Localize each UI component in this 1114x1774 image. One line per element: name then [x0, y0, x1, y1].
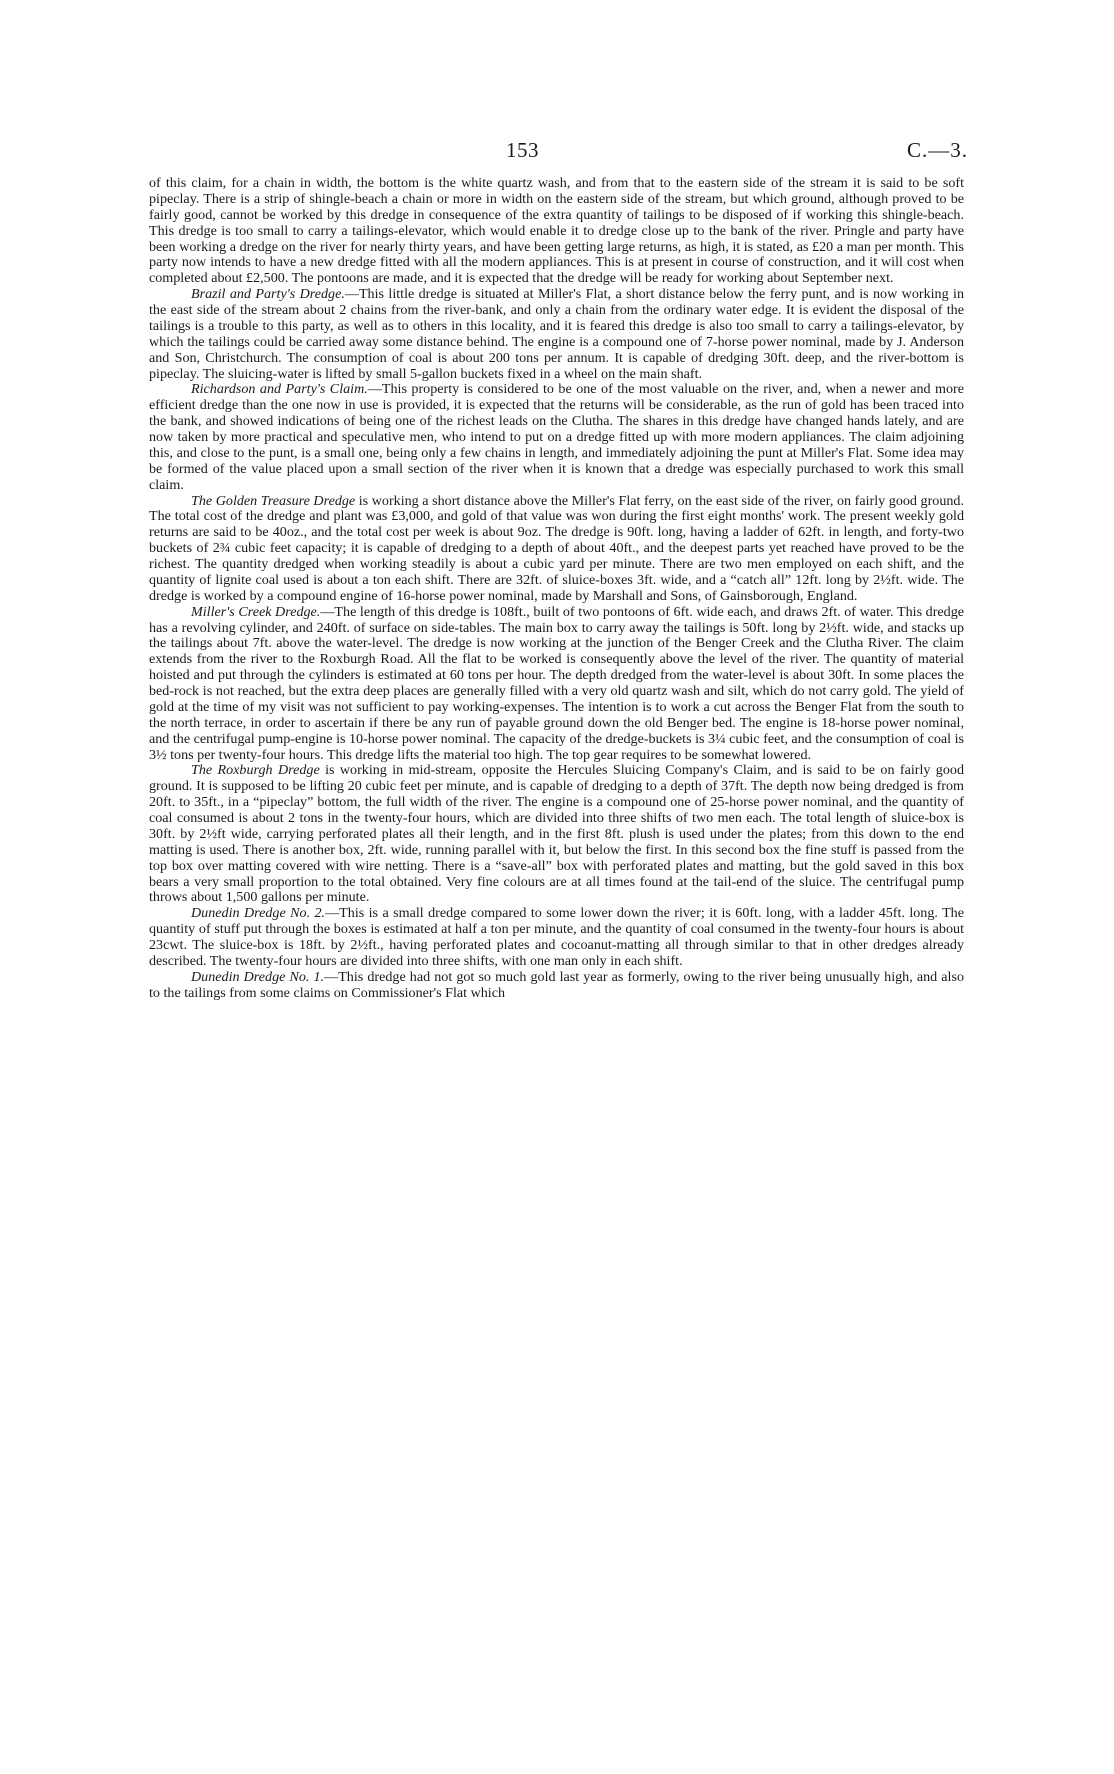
paragraph-text: —This property is considered to be one of the most valuable on the river, and, when a newer and more efficient dredge than the one now in use is provided, it is expected that the returns will be considerable, as the run of gold has been traced into the bank, and showed indications of being one of the richest leads on the Clutha. The shares in this dredge have changed hands lately, and are now taken by more practical and speculative men, who intend to put on a dredge fitted up with more modern appliances. The claim adjoining this, and close to the punt, is a small one, being only a few chains in length, and immediately adjoining the punt at Miller's Flat. Some idea may be formed of the value placed upon a small section of the river when it is known that a dredge was especially purchased to work this small claim.	[149, 381, 964, 493]
section-heading: The Roxburgh Dredge	[191, 762, 320, 779]
paragraph-text: is working a short distance above the Miller's Flat ferry, on the east side of the river, on fairly good ground. The total cost of the dredge and plant was £3,000, and gold of that value was won during the first eight months' work. The present weekly gold returns are said to be 40oz., and the total cost per week is about 9oz. The dredge is 90ft. long, having a ladder of 62ft. in length, and forty-two buckets of 2¾ cubic feet capacity; it is capable of dredging to a depth of about 40ft., and the deepest parts yet reached have proved to be the richest. The quantity dredged when working steadily is about a cubic yard per minute. There are two men employed on each shift, and the quantity of lignite coal used is about a ton each shift. There are 32ft. of sluice-boxes 3ft. wide, and a “catch all” 12ft. long by 2½ft. wide. The dredge is worked by a compound engine of 16-horse power nominal, made by Marshall and Sons, of Gainsborough, England.	[149, 492, 964, 604]
section-heading: Brazil and Party's Dredge.	[191, 286, 345, 303]
page-number: 153	[506, 138, 539, 162]
report-code: C.—3.	[906, 138, 968, 162]
section-heading: Dunedin Dredge No. 1.	[191, 968, 325, 985]
section-heading: The Golden Treasure Dredge	[191, 492, 356, 509]
paragraph-claim-continued	[149, 176, 964, 287]
paragraph-text: —The length of this dredge is 108ft., built of two pontoons of 6ft. wide each, and draws 2ft. of water. This dredge has a revolving cylinder, and 240ft. of surface on side-tables. The main box to carry away the tailings is 50ft. long by 2½ft. wide, and stacks up the tailings about 7ft. above the water-level. The dredge is now working at the junction of the Benger Creek and the Clutha River. The claim extends from the river to the Roxburgh Road. All the flat to be worked is consequently above the level of the river. The quantity of material hoisted and put through the cylinders is estimated at 60 tons per hour. The depth dredged from the water-level is about 30ft. In some places the bed-rock is not reached, but the extra deep places are generally filled with a very old quartz wash and silt, which do not carry gold. The yield of gold at the time of my visit was not sufficient to pay working-expenses. The intention is to work a cut across the Benger Flat from the south to the north terrace, in order to ascertain if there be any run of payable ground down the old Benger bed. The engine is 18-horse power nominal, and the centrifugal pump-engine is 10-horse power nominal. The capacity of the dredge-buckets is 3¼ cubic feet, and the consumption of coal is 3½ tons per twenty-four hours. This dredge lifts the material too high. The top gear requires to be somewhat lowered.	[149, 603, 964, 763]
paragraph-text: —This dredge had not got so much gold last year as formerly, owing to the river being unusually high, and also to the tailings from some claims on Commissioner's Flat which	[149, 968, 964, 1001]
paragraph-text: —This little dredge is situated at Miller's Flat, a short distance below the ferry punt, and is now working in the east side of the stream about 2 chains from the river-bank, and only a chain from the ordinary water edge. It is evident the disposal of the tailings is a trouble to this party, as well as to others in this locality, and it is feared this dredge is also too small to carry a tailings-elevator, by which the tailings could be carried away some distance behind. The engine is a compound one of 7-horse power nominal, made by J. Anderson and Son, Christchurch. The consumption of coal is about 200 tons per annum. It is capable of dredging 30ft. deep, and the river-bottom is pipeclay. The sluicing-water is lifted by small 5-gallon buckets fixed in a wheel on the main shaft.	[149, 286, 964, 382]
paragraph-roxburgh-dredge	[149, 763, 964, 906]
paragraph-text: is working in mid-stream, opposite the Hercules Sluicing Company's Claim, and is said to be on fairly good ground. It is supposed to be lifting 20 cubic feet per minute, and is capable of dredging to a depth of 37ft. The depth now being dredged is from 20ft. to 35ft., in a “pipeclay” bottom, the full width of the river. The engine is a compound one of 25-horse power nominal, and the quantity of coal consumed is about 2 tons in the twenty-four hours, which are divided into three shifts of two men each. The total length of sluice-box is 30ft. by 2½ft wide, carrying perforated plates all their length, and in the first 8ft. plush is used under the plates; from this down to the end matting is used. There is another box, 2ft. wide, running parallel with it, but below the first. In this second box the fine stuff is passed from the top box over matting covered with wire netting. There is a “save-all” box with perforated plates and matting, but the gold saved in this box bears a very small proportion to the total obtained. Very fine colours are at all times found at the tail-end of the sluice. The centrifugal pump throws about 1,500 gallons per minute.	[149, 762, 964, 906]
section-heading: Richardson and Party's Claim.	[191, 381, 368, 398]
section-heading: Dunedin Dredge No. 2.	[191, 905, 326, 922]
paragraph-golden-treasure-dredge	[149, 494, 964, 605]
body-text	[149, 176, 964, 1002]
paragraph-brazil-dredge	[149, 287, 964, 382]
section-heading: Miller's Creek Dredge.	[191, 603, 321, 620]
paragraph-dunedin-dredge-2	[149, 906, 964, 970]
paragraph-text: of this claim, for a chain in width, the bottom is the white quartz wash, and from that to the eastern side of the stream it is said to be soft pipeclay. There is a strip of shingle-beach a chain or more in width on the eastern side of the stream, but which ground, although proved to be fairly good, cannot be worked by this dredge in consequence of the extra quantity of tailings to be disposed of if working this shingle-beach. This dredge is too small to carry a tailings-elevator, which would enable it to dredge close up to the bank of the river. Pringle and party have been working a dredge on the river for nearly thirty years, and have been getting large returns, as high, it is stated, as £20 a man per month. This party now intends to have a new dredge fitted with all the modern appliances. This is at present in course of construction, and it will cost when completed about £2,500. The pontoons are made, and it is expected that the dredge will be ready for working about September next.	[149, 175, 964, 287]
paragraph-millers-creek-dredge	[149, 605, 964, 764]
paragraph-richardson-claim	[149, 382, 964, 493]
paragraph-text: —This is a small dredge compared to some lower down the river; it is 60ft. long, with a ladder 45ft. long. The quantity of stuff put through the boxes is estimated at half a ton per minute, and the quantity of coal consumed in the twenty-four hours is about 23cwt. The sluice-box is 18ft. by 2½ft., having perforated plates and cocoanut-matting all through similar to that in other dredges already described. The twenty-four hours are divided into three shifts, with one man only in each shift.	[149, 905, 964, 969]
paragraph-dunedin-dredge-1	[149, 970, 964, 1002]
page-header	[0, 138, 1114, 162]
